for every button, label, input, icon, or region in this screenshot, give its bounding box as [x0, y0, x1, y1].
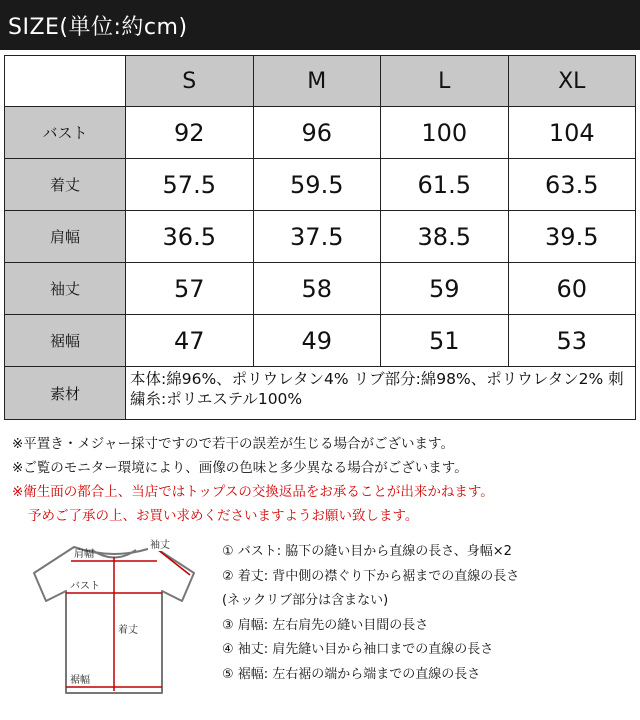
warning-no-return: ※衛生面の都合上、当店ではトップスの交換返品をお承ることが出来かねます。: [12, 484, 494, 500]
cell-value: 49: [253, 315, 381, 367]
cell-value: 59.5: [253, 159, 381, 211]
header-size-m: M: [253, 56, 381, 107]
cell-value: 100: [381, 107, 509, 159]
table-header-row: [5, 56, 636, 107]
size-table: [4, 55, 636, 420]
cell-value: 53: [508, 315, 636, 367]
table-row: [5, 107, 636, 159]
note-measurement: ※平置き・メジャー採寸ですので若干の誤差が生じる場合がございます。: [12, 436, 454, 452]
table-row: [5, 315, 636, 367]
warning-acknowledge: 予めご了承の上、お買い求めくださいますようお願い致します。: [28, 508, 419, 524]
row-label-hem: 裾幅: [5, 315, 126, 367]
cell-value: 59: [381, 263, 509, 315]
header-size-s: S: [126, 56, 254, 107]
cell-value: 104: [508, 107, 636, 159]
legend-length-note: (ネックリブ部分は含まない): [222, 593, 389, 608]
cell-value: 61.5: [381, 159, 509, 211]
material-text: 本体:綿96%、ポリウレタン4% リブ部分:綿98%、ポリウレタン2% 刺繍糸:ポリエステル100%: [126, 367, 636, 420]
cell-value: 39.5: [508, 211, 636, 263]
header-size-l: L: [381, 56, 509, 107]
tshirt-diagram-svg: [14, 535, 214, 700]
row-label-bust: バスト: [5, 107, 126, 159]
note-monitor: ※ご覧のモニター環境により、画像の色味と多少異なる場合がございます。: [12, 460, 468, 476]
notes-section: [12, 432, 494, 528]
cell-value: 38.5: [381, 211, 509, 263]
table-row: [5, 211, 636, 263]
hem-label: 裾幅: [70, 675, 90, 686]
header-corner-cell: [5, 56, 126, 107]
length-label: 着丈: [118, 625, 138, 636]
header-size-xl: XL: [508, 56, 636, 107]
measurement-legend: [222, 540, 519, 687]
legend-length: ② 着丈: 背中側の襟ぐり下から裾までの直線の長さ: [222, 568, 520, 584]
table-row: [5, 263, 636, 315]
table-row: [5, 159, 636, 211]
cell-value: 51: [381, 315, 509, 367]
cell-value: 57.5: [126, 159, 254, 211]
material-row: [5, 367, 636, 420]
cell-value: 92: [126, 107, 254, 159]
material-label: 素材: [5, 367, 126, 420]
measurement-diagram: [14, 535, 214, 700]
cell-value: 36.5: [126, 211, 254, 263]
row-label-sleeve: 袖丈: [5, 263, 126, 315]
cell-value: 58: [253, 263, 381, 315]
row-label-shoulder: 肩幅: [5, 211, 126, 263]
bust-label: バスト: [70, 581, 100, 592]
legend-hem: ⑤ 裾幅: 左右裾の端から端までの直線の長さ: [222, 666, 481, 682]
legend-sleeve: ④ 袖丈: 肩先縫い目から袖口までの直線の長さ: [222, 642, 494, 657]
cell-value: 37.5: [253, 211, 381, 263]
shoulder-label: 肩幅: [74, 549, 94, 560]
legend-bust: ① バスト: 脇下の縫い目から直線の長さ、身幅×2: [222, 544, 512, 559]
cell-value: 57: [126, 263, 254, 315]
cell-value: 60: [508, 263, 636, 315]
legend-shoulder: ③ 肩幅: 左右肩先の縫い目間の長さ: [222, 617, 429, 633]
cell-value: 47: [126, 315, 254, 367]
cell-value: 96: [253, 107, 381, 159]
size-title: SIZE(単位:約cm): [8, 15, 188, 40]
sleeve-label: 袖丈: [150, 540, 170, 551]
row-label-length: 着丈: [5, 159, 126, 211]
size-title-bar: [0, 0, 640, 50]
cell-value: 63.5: [508, 159, 636, 211]
